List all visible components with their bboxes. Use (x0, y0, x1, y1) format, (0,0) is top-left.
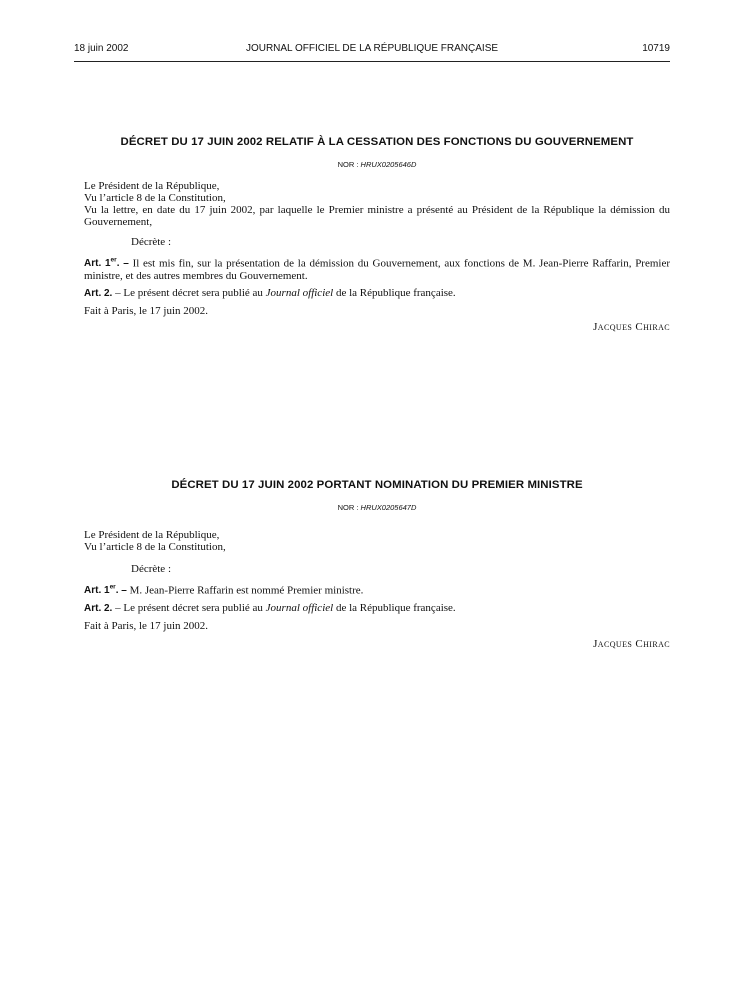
article-1 (84, 582, 670, 597)
article-label: Art. 1er. – (84, 584, 127, 597)
visa-line: Le Président de la République, (84, 529, 220, 541)
visa-line: Vu l’article 8 de la Constitution, (84, 541, 226, 553)
signature: Jacques Chirac (593, 321, 670, 334)
decree-title: DÉCRET DU 17 JUIN 2002 RELATIF À LA CESSATION DES FONCTIONS DU GOUVERNEMENT (120, 136, 634, 148)
visa-line: Vu l’article 8 de la Constitution, (84, 192, 226, 204)
decree-cessation (84, 136, 670, 333)
header-date: 18 juin 2002 (74, 43, 129, 54)
article-text: Il est mis fin, sur la présentation de la démission du Gouvernement, aux fonctions de M. Jean-Pierre Raffarin, Premier ministre, et des autres membres du Gouvernement. (84, 257, 671, 283)
article-2: Art. 2. – Le présent décret sera publié au Journal officiel de la République française. (84, 602, 456, 615)
decree-title: DÉCRET DU 17 JUIN 2002 PORTANT NOMINATION DU PREMIER MINISTRE (171, 479, 583, 491)
visa-line: Vu la lettre, en date du 17 juin 2002, par laquelle le Premier ministre a présenté au Président de la République la démission du Gouvernement, (84, 204, 670, 228)
decree-nor (84, 503, 670, 512)
header-page-number: 10719 (642, 43, 670, 54)
journal-officiel-italic: Journal officiel (265, 602, 334, 615)
header-journal-title: JOURNAL OFFICIEL DE LA RÉPUBLIQUE FRANÇAISE (245, 43, 499, 54)
journal-officiel-italic: Journal officiel (265, 287, 334, 300)
signature: Jacques Chirac (593, 638, 670, 651)
article-label: Art. 2. (84, 288, 113, 300)
article-2: Art. 2. – Le présent décret sera publié au Journal officiel de la République française. (84, 287, 456, 300)
nor-label: NOR : (337, 160, 359, 169)
nor-code: HRUX0205646D (360, 160, 417, 169)
decree-body (84, 180, 670, 333)
nor-label: NOR : (337, 503, 359, 512)
visa-line: Le Président de la République, (84, 180, 220, 192)
decrete-line: Décrète : (131, 236, 171, 248)
fait-line: Fait à Paris, le 17 juin 2002. (84, 305, 209, 318)
page-header (74, 40, 670, 56)
fait-line: Fait à Paris, le 17 juin 2002. (84, 620, 209, 633)
decree-nomination (84, 479, 670, 650)
decree-body (84, 529, 670, 650)
article-text: M. Jean-Pierre Raffarin est nommé Premier ministre. (129, 584, 364, 597)
decree-nor (84, 160, 670, 169)
nor-code: HRUX0205647D (360, 503, 417, 512)
header-rule (74, 61, 670, 62)
article-label: Art. 1er. – (84, 257, 129, 270)
decrete-line: Décrète : (131, 563, 171, 575)
article-1 (84, 255, 670, 282)
article-label: Art. 2. (84, 603, 113, 615)
